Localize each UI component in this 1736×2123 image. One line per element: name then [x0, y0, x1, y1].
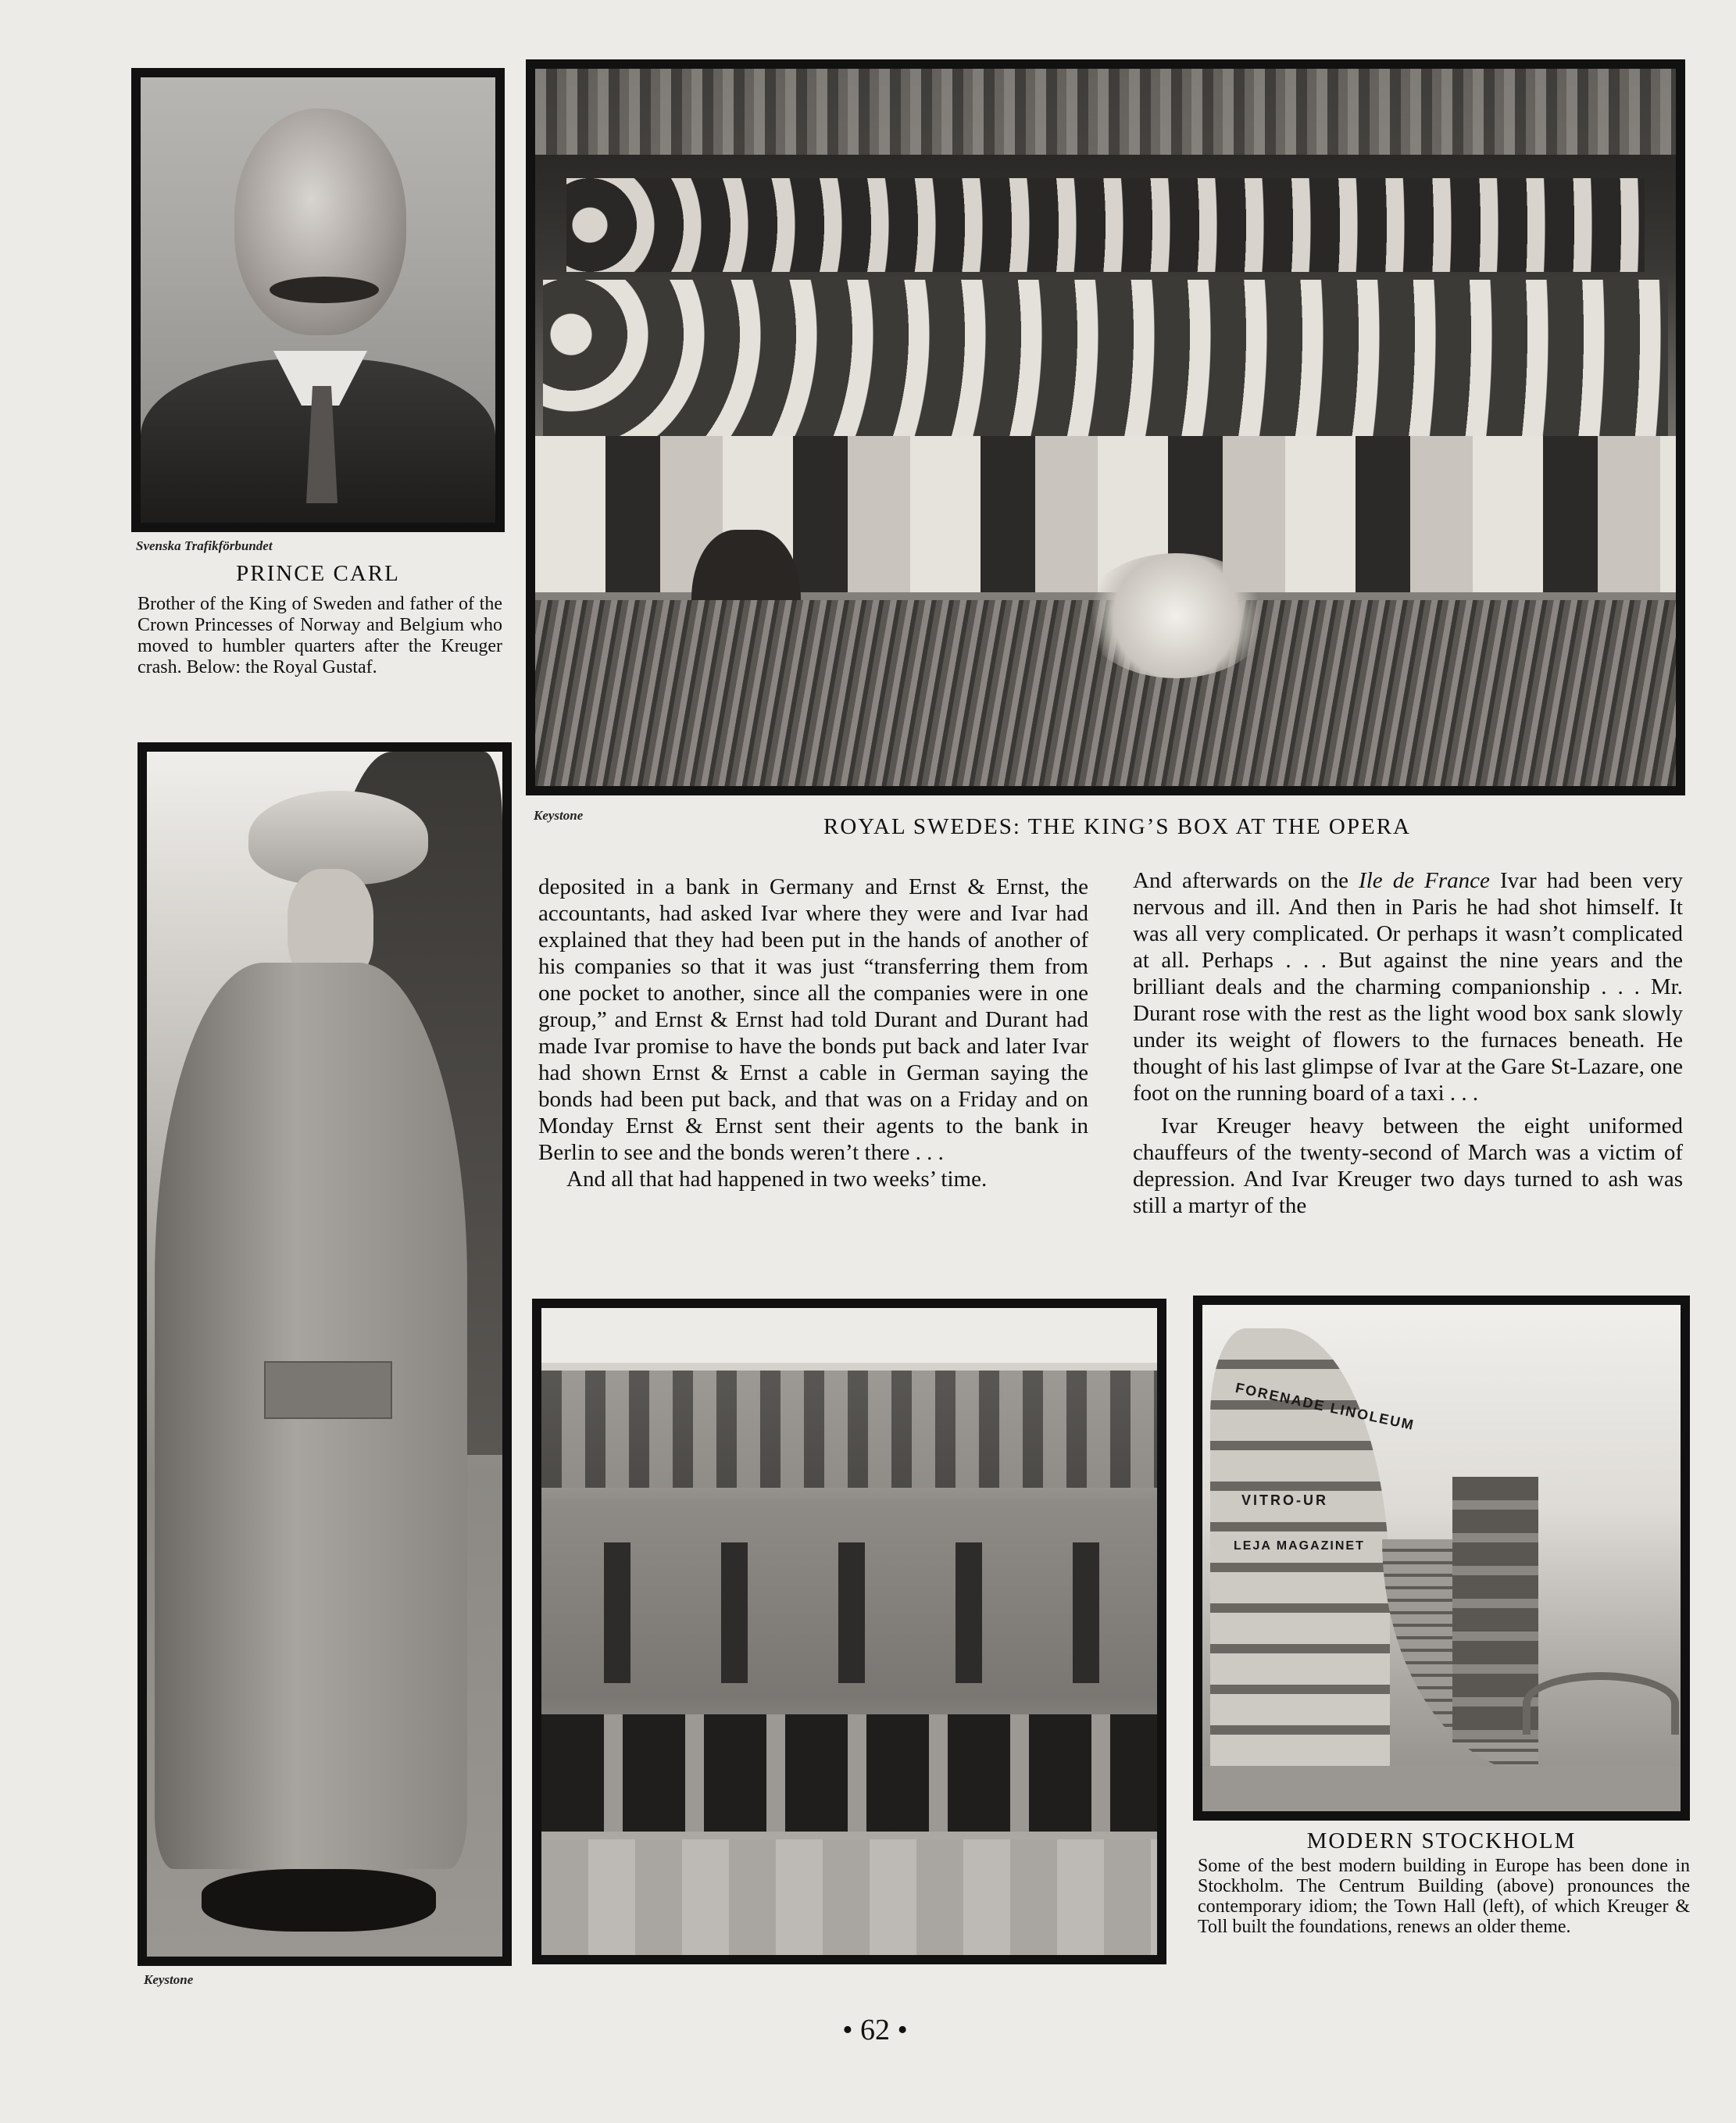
garland	[535, 69, 1676, 155]
article-col2-paragraph-1: And afterwards on the Ile de France Ivar had been very nervous and ill. And then in Paris he had shot himself. It was all very complicated. Or perhaps it wasn’t complicated at all. Perhaps . . . But against the nine years and the brilliant deals and the charming companionship . . . Mr. Durant rose with the rest as the light wood box sank slowly under its weight of flowers to the furnaces beneath. He thought of his last glimpse of Ivar at the Gare St-Lazare, one foot on the running board of a taxi . . .	[1133, 868, 1683, 1106]
opera-box-photo	[526, 59, 1685, 795]
sign-leja-magazinet: LEJA MAGAZINET	[1234, 1539, 1365, 1553]
article-column-2	[1133, 867, 1683, 1219]
article-col1-paragraph-2: And all that had happened in two weeks’ time.	[566, 1167, 988, 1192]
opera-credit: Keystone	[534, 808, 584, 823]
stockholm-title: MODERN STOCKHOLM	[1306, 1828, 1577, 1853]
coat-pocket	[264, 1361, 392, 1419]
article-col1-paragraph-1: deposited in a bank in Germany and Ernst & Ernst, the accountants, had asked Ivar where they were and Ivar had explained that they had been put in the hands of another of his companies so that it was just “transferring them from one pocket to another, since all the companies were in one group,” and Ernst & Ernst had told Durant and Durant had made Ivar promise to have the bonds put back and later Ivar had shown Ernst & Ernst a cable in German saying the bonds had been put back, and that was on a Friday and on Monday Ernst & Ernst sent their agents to the bank in Berlin to see and the bonds weren’t there . . .	[538, 874, 1088, 1165]
article-column-1	[538, 874, 1088, 1192]
gustaf-credit: Keystone	[144, 1972, 194, 1987]
prince-carl-credit: Svenska Trafikförbundet	[136, 538, 273, 553]
town-hall-photo	[532, 1299, 1166, 1964]
stockholm-caption: Some of the best modern building in Europe has been done in Stockholm. The Centrum Building (above) pronounces the contemporary idiom; the Town Hall (left), of which Kreuger & Toll built the foundations, renews an older theme.	[1198, 1856, 1690, 1937]
centrum-building-photo	[1193, 1296, 1690, 1821]
sign-vitro-ur: VITRO-UR	[1241, 1492, 1328, 1508]
shoes	[202, 1869, 436, 1932]
arched-window-band	[541, 1371, 1157, 1488]
opera-title: ROYAL SWEDES: THE KING’S BOX AT THE OPERA	[823, 814, 1411, 839]
audience-middle-rows	[543, 280, 1668, 436]
bridge-arch	[1523, 1672, 1679, 1735]
street	[1202, 1766, 1681, 1811]
prince-carl-title: PRINCE CARL	[236, 561, 400, 586]
page-number: • 62 •	[842, 2014, 908, 2046]
plaza	[541, 1839, 1157, 1955]
prince-carl-photo	[131, 68, 505, 532]
portrait-moustache	[270, 277, 379, 303]
sign-forenade-linoleum: FORENADE LINOLEUM	[1234, 1379, 1416, 1434]
tall-windows	[573, 1542, 1135, 1683]
gustaf-photo	[138, 742, 512, 1966]
audience-back-row	[566, 178, 1645, 272]
arcade	[541, 1714, 1157, 1832]
sky	[541, 1308, 1157, 1363]
article-col2-paragraph-2: Ivar Kreuger heavy between the eight uniformed chauffeurs of the twenty-second of March was a victim of depression. And Ivar Kreuger two days turned to ash was still a martyr of the	[1133, 1113, 1683, 1218]
prince-carl-caption: Brother of the King of Sweden and father of the Crown Princesses of Norway and Belgium who moved to humbler quarters after the Kreuger crash. Below: the Royal Gustaf.	[138, 594, 502, 677]
flowers	[1082, 553, 1270, 678]
